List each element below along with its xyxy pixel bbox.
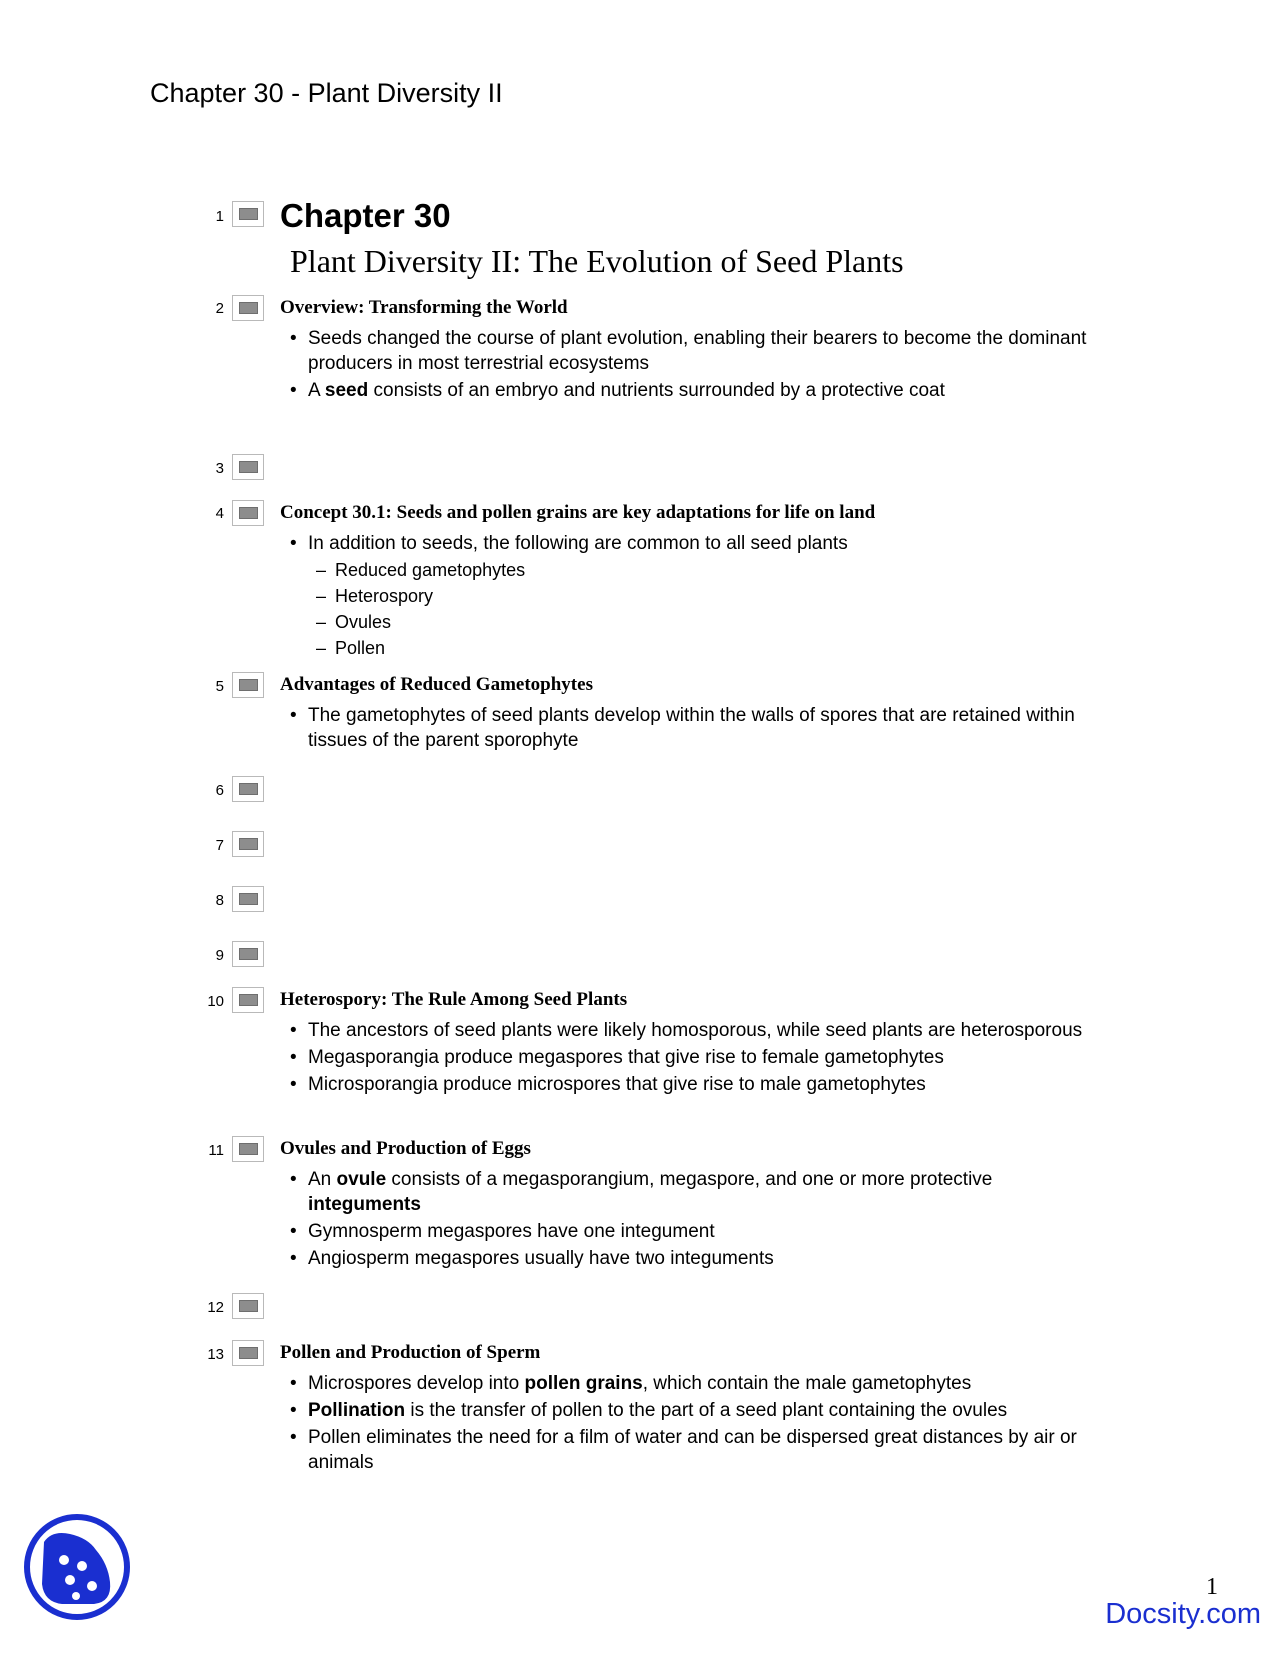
slide-thumbnail-icon[interactable]: [232, 831, 264, 857]
slide-thumbnail-icon[interactable]: [232, 987, 264, 1013]
slide-number: 5: [215, 678, 224, 695]
slide-number: 12: [207, 1299, 224, 1316]
sub-item: [316, 610, 1098, 635]
bullet-text: Seeds changed the course of plant evolution, enabling their bearers to become the dominant producers in most terrestrial ecosystems: [308, 328, 1087, 374]
bullet-marker: •: [290, 1427, 297, 1448]
slide-heading: Overview: Transforming the World: [280, 297, 568, 318]
sub-item-text: Heterospory: [335, 586, 434, 606]
slide-thumbnail-icon[interactable]: [232, 201, 264, 227]
bullet-marker: •: [290, 328, 297, 349]
chapter-subtitle: Plant Diversity II: The Evolution of Seed Plants: [290, 243, 904, 279]
bullet-marker: •: [290, 533, 297, 554]
dash-marker: –: [316, 638, 327, 658]
slide-heading: Pollen and Production of Sperm: [280, 1342, 541, 1363]
slide-number: 6: [215, 782, 224, 799]
bullet-item: [290, 1246, 1098, 1271]
bullet-item: [290, 1167, 1098, 1217]
slide-number: 2: [215, 300, 224, 317]
slide-number: 1: [215, 208, 224, 225]
slide-thumbnail-icon[interactable]: [232, 941, 264, 967]
slide-body: [290, 703, 1098, 755]
sub-item-text: Reduced gametophytes: [335, 560, 526, 580]
bullet-item: [290, 1425, 1098, 1475]
bold-term: ovule: [336, 1169, 387, 1190]
sub-item-text: Pollen: [335, 638, 386, 658]
bullet-text: The ancestors of seed plants were likely homosporous, while seed plants are heterosporous: [308, 1020, 1083, 1041]
slide-thumbnail-icon[interactable]: [232, 886, 264, 912]
slide-thumbnail-icon[interactable]: [232, 776, 264, 802]
dash-marker: –: [316, 560, 327, 580]
slide-body: [290, 1167, 1098, 1273]
bullet-item: [290, 1072, 1098, 1097]
bullet-marker: •: [290, 1020, 297, 1041]
bullet-marker: •: [290, 705, 297, 726]
bold-term: Pollination: [308, 1400, 406, 1421]
bullet-text: consists of a megasporangium, megaspore, and one or more protective: [386, 1169, 993, 1190]
slide-heading: Advantages of Reduced Gametophytes: [280, 674, 593, 695]
slide-thumbnail-icon[interactable]: [232, 295, 264, 321]
slide-thumbnail-icon[interactable]: [232, 454, 264, 480]
bullet-item: [290, 1045, 1098, 1070]
bullet-text: An: [308, 1169, 337, 1190]
slide-number: 8: [215, 892, 224, 909]
page-number: 1: [1206, 1574, 1218, 1600]
slide-heading: Ovules and Production of Eggs: [280, 1138, 531, 1159]
bullet-item: [290, 531, 1098, 556]
bullet-text: consists of an embryo and nutrients surrounded by a protective coat: [368, 380, 945, 401]
slide-number: 13: [207, 1346, 224, 1363]
bullet-text: In addition to seeds, the following are common to all seed plants: [308, 533, 848, 554]
slide-body: [290, 326, 1098, 405]
slide-body: [290, 1018, 1098, 1099]
slide-heading: Concept 30.1: Seeds and pollen grains are key adaptations for life on land: [280, 502, 876, 523]
slide-thumbnail-icon[interactable]: [232, 500, 264, 526]
bold-term: seed: [324, 380, 369, 401]
bullet-marker: •: [290, 1248, 297, 1269]
docsity-logo-icon[interactable]: [22, 1512, 132, 1622]
bullet-text: Microspores develop into: [308, 1373, 525, 1394]
bullet-marker: •: [290, 1400, 297, 1421]
slide-number: 3: [215, 460, 224, 477]
bullet-marker: •: [290, 1047, 297, 1068]
slide-body: [290, 531, 1098, 662]
page-title: Chapter 30 - Plant Diversity II: [150, 78, 503, 108]
bullet-text: A: [308, 380, 325, 401]
bullet-marker: •: [290, 1221, 297, 1242]
bold-term: pollen grains: [524, 1373, 643, 1394]
dash-marker: –: [316, 612, 327, 632]
bullet-item: [290, 378, 1098, 403]
slide-thumbnail-icon[interactable]: [232, 672, 264, 698]
bullet-text: Pollen eliminates the need for a film of water and can be dispersed great distances by air or animals: [308, 1427, 1077, 1473]
bullet-text: is the transfer of pollen to the part of a seed plant containing the ovules: [405, 1400, 1008, 1421]
dash-marker: –: [316, 586, 327, 606]
sub-item: [316, 636, 1098, 661]
bullet-marker: •: [290, 1169, 297, 1190]
slide-thumbnail-icon[interactable]: [232, 1340, 264, 1366]
bullet-item: [290, 1219, 1098, 1244]
bullet-item: [290, 703, 1098, 753]
bullet-item: [290, 326, 1098, 376]
slide-number: 4: [215, 505, 224, 522]
chapter-title: Chapter 30: [280, 197, 451, 234]
bullet-text: Gymnosperm megaspores have one integument: [308, 1221, 715, 1242]
sub-item: [316, 558, 1098, 583]
brand-link[interactable]: Docsity.com: [1105, 1598, 1261, 1630]
slide-thumbnail-icon[interactable]: [232, 1293, 264, 1319]
bullet-text: Microsporangia produce microspores that give rise to male gametophytes: [308, 1074, 926, 1095]
bullet-text: Angiosperm megaspores usually have two integuments: [308, 1248, 774, 1269]
bullet-text: Megasporangia produce megaspores that give rise to female gametophytes: [308, 1047, 944, 1068]
bullet-marker: •: [290, 380, 297, 401]
bullet-item: [290, 1398, 1098, 1423]
sub-item: [316, 584, 1098, 609]
bullet-text: , which contain the male gametophytes: [642, 1373, 972, 1394]
slide-number: 10: [207, 993, 224, 1010]
bullet-text: The gametophytes of seed plants develop within the walls of spores that are retained within tissues of the parent sporophyte: [308, 705, 1075, 751]
slide-number: 11: [208, 1142, 224, 1159]
sub-item-text: Ovules: [335, 612, 392, 632]
slide-number: 9: [215, 947, 224, 964]
slide-heading: Heterospory: The Rule Among Seed Plants: [280, 989, 628, 1010]
bullet-item: [290, 1018, 1098, 1043]
bold-term: integuments: [308, 1194, 421, 1215]
bullet-marker: •: [290, 1074, 297, 1095]
bullet-marker: •: [290, 1373, 297, 1394]
slide-thumbnail-icon[interactable]: [232, 1136, 264, 1162]
slide-number: 7: [215, 837, 224, 854]
slide-body: [290, 1371, 1098, 1477]
bullet-item: [290, 1371, 1098, 1396]
